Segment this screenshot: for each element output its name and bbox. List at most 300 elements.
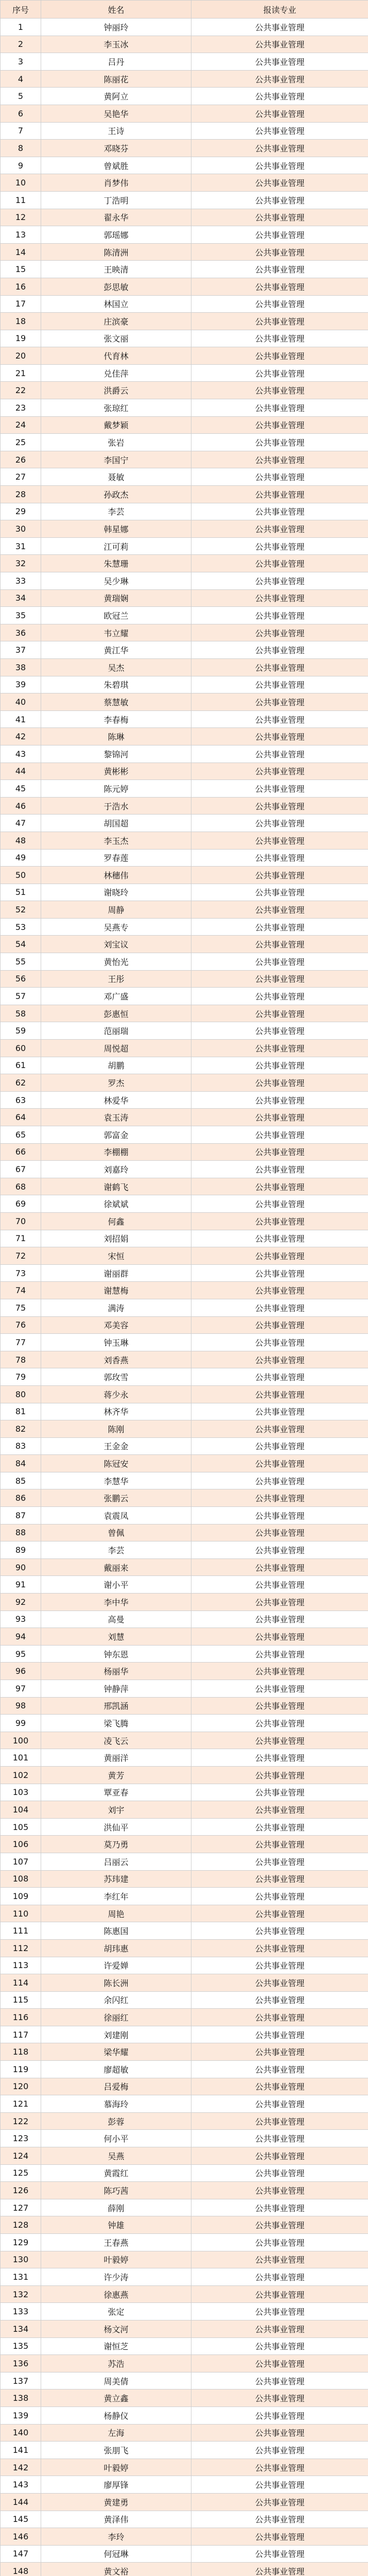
table-row xyxy=(1,537,368,555)
row-major: 公共事业管理 xyxy=(191,226,368,244)
row-major: 公共事业管理 xyxy=(191,486,368,503)
row-major: 公共事业管理 xyxy=(191,1005,368,1022)
row-name: 黄阿立 xyxy=(41,88,191,105)
table-row xyxy=(1,1524,368,1541)
row-major: 公共事业管理 xyxy=(191,36,368,53)
row-index: 111 xyxy=(1,1922,41,1940)
row-name: 谢丽群 xyxy=(41,1264,191,1282)
table-row xyxy=(1,399,368,417)
row-major: 公共事业管理 xyxy=(191,1455,368,1472)
row-name: 莫乃勇 xyxy=(41,1836,191,1853)
row-name: 彭惠恒 xyxy=(41,1005,191,1022)
table-row xyxy=(1,1489,368,1507)
row-index: 32 xyxy=(1,555,41,572)
row-name: 邓晓芬 xyxy=(41,140,191,157)
row-major: 公共事业管理 xyxy=(191,988,368,1005)
row-name: 刘宇 xyxy=(41,1801,191,1819)
row-name: 杨丽华 xyxy=(41,1663,191,1680)
row-name: 陈惠国 xyxy=(41,1922,191,1940)
row-name: 范丽瑞 xyxy=(41,1022,191,1040)
row-name: 张岩 xyxy=(41,434,191,451)
row-name: 陈清洲 xyxy=(41,243,191,261)
row-major: 公共事业管理 xyxy=(191,2337,368,2355)
row-name: 李国宁 xyxy=(41,451,191,468)
row-major: 公共事业管理 xyxy=(191,607,368,624)
table-row xyxy=(1,1922,368,1940)
row-name: 慕海玲 xyxy=(41,2095,191,2113)
table-row xyxy=(1,1507,368,1524)
row-index: 147 xyxy=(1,2545,41,2563)
row-name: 王映清 xyxy=(41,261,191,278)
row-index: 104 xyxy=(1,1801,41,1819)
row-index: 66 xyxy=(1,1143,41,1161)
row-name: 袁震凤 xyxy=(41,1507,191,1524)
row-major: 公共事业管理 xyxy=(191,1628,368,1646)
row-name: 黄霞红 xyxy=(41,2164,191,2182)
row-index: 121 xyxy=(1,2095,41,2113)
table-row xyxy=(1,1766,368,1784)
table-row xyxy=(1,278,368,295)
table-row xyxy=(1,2130,368,2147)
table-row xyxy=(1,1403,368,1420)
row-major: 公共事业管理 xyxy=(191,624,368,641)
table-row xyxy=(1,157,368,174)
row-index: 22 xyxy=(1,382,41,399)
row-index: 103 xyxy=(1,1784,41,1801)
table-row xyxy=(1,797,368,815)
row-name: 黄怡光 xyxy=(41,953,191,971)
row-index: 54 xyxy=(1,936,41,953)
row-index: 37 xyxy=(1,641,41,659)
row-index: 64 xyxy=(1,1109,41,1126)
row-index: 4 xyxy=(1,70,41,88)
row-index: 61 xyxy=(1,1057,41,1074)
row-major: 公共事业管理 xyxy=(191,364,368,382)
row-index: 100 xyxy=(1,1732,41,1749)
row-major: 公共事业管理 xyxy=(191,88,368,105)
row-major: 公共事业管理 xyxy=(191,2095,368,2113)
table-row xyxy=(1,745,368,762)
table-row xyxy=(1,1594,368,1611)
table-row xyxy=(1,1247,368,1265)
row-major: 公共事业管理 xyxy=(191,1489,368,1507)
table-row xyxy=(1,1057,368,1074)
row-major: 公共事业管理 xyxy=(191,347,368,365)
row-index: 110 xyxy=(1,1905,41,1922)
row-index: 1 xyxy=(1,19,41,36)
row-index: 95 xyxy=(1,1645,41,1663)
row-major: 公共事业管理 xyxy=(191,2355,368,2372)
row-index: 42 xyxy=(1,728,41,745)
table-row xyxy=(1,884,368,901)
row-name: 黄建勇 xyxy=(41,2493,191,2511)
table-row xyxy=(1,1385,368,1403)
table-row xyxy=(1,2389,368,2407)
table-row xyxy=(1,1784,368,1801)
table-row xyxy=(1,2285,368,2303)
table-row xyxy=(1,70,368,88)
row-name: 黄瑞娴 xyxy=(41,589,191,607)
row-major: 公共事业管理 xyxy=(191,1040,368,1057)
row-index: 51 xyxy=(1,884,41,901)
row-name: 曾斌胜 xyxy=(41,157,191,174)
row-major: 公共事业管理 xyxy=(191,1594,368,1611)
table-row xyxy=(1,1299,368,1316)
table-row xyxy=(1,762,368,780)
table-body xyxy=(1,19,368,2576)
row-index: 109 xyxy=(1,1888,41,1905)
row-major: 公共事业管理 xyxy=(191,867,368,884)
row-name: 陈琳 xyxy=(41,728,191,745)
row-name: 戴梦颖 xyxy=(41,416,191,434)
row-name: 李棚棚 xyxy=(41,1143,191,1161)
row-major: 公共事业管理 xyxy=(191,970,368,988)
row-name: 吕丽云 xyxy=(41,1853,191,1870)
row-major: 公共事业管理 xyxy=(191,1991,368,2009)
table-row xyxy=(1,2216,368,2234)
table-row xyxy=(1,2078,368,2095)
table-row xyxy=(1,2268,368,2286)
row-name: 钟静萍 xyxy=(41,1680,191,1698)
row-index: 49 xyxy=(1,849,41,867)
row-major: 公共事业管理 xyxy=(191,1420,368,1438)
row-major: 公共事业管理 xyxy=(191,1126,368,1144)
row-major: 公共事业管理 xyxy=(191,1143,368,1161)
table-row xyxy=(1,2406,368,2424)
table-row xyxy=(1,1818,368,1836)
row-index: 131 xyxy=(1,2268,41,2286)
row-name: 翟永华 xyxy=(41,209,191,226)
row-index: 145 xyxy=(1,2511,41,2528)
row-major: 公共事业管理 xyxy=(191,2078,368,2095)
row-name: 吴杰 xyxy=(41,658,191,676)
table-row xyxy=(1,1143,368,1161)
row-major: 公共事业管理 xyxy=(191,2164,368,2182)
row-major: 公共事业管理 xyxy=(191,555,368,572)
row-major: 公共事业管理 xyxy=(191,1057,368,1074)
row-index: 117 xyxy=(1,2026,41,2043)
row-major: 公共事业管理 xyxy=(191,641,368,659)
row-index: 118 xyxy=(1,2043,41,2061)
row-name: 吴燕 xyxy=(41,2147,191,2165)
table-row xyxy=(1,1732,368,1749)
row-index: 34 xyxy=(1,589,41,607)
row-index: 39 xyxy=(1,676,41,693)
row-name: 黎锦河 xyxy=(41,745,191,762)
row-name: 戴丽来 xyxy=(41,1558,191,1576)
table-row xyxy=(1,434,368,451)
header-major: 报读专业 xyxy=(191,1,368,19)
row-major: 公共事业管理 xyxy=(191,901,368,919)
table-row xyxy=(1,815,368,832)
row-major: 公共事业管理 xyxy=(191,2216,368,2234)
row-major: 公共事业管理 xyxy=(191,53,368,71)
row-index: 6 xyxy=(1,105,41,122)
row-index: 132 xyxy=(1,2285,41,2303)
row-major: 公共事业管理 xyxy=(191,1437,368,1455)
table-row xyxy=(1,780,368,798)
row-major: 公共事业管理 xyxy=(191,1766,368,1784)
row-index: 146 xyxy=(1,2528,41,2546)
row-major: 公共事业管理 xyxy=(191,728,368,745)
row-index: 40 xyxy=(1,693,41,711)
table-row xyxy=(1,347,368,365)
row-name: 吴燕专 xyxy=(41,918,191,936)
row-major: 公共事业管理 xyxy=(191,2442,368,2459)
row-major: 公共事业管理 xyxy=(191,1385,368,1403)
row-index: 44 xyxy=(1,762,41,780)
row-major: 公共事业管理 xyxy=(191,1715,368,1732)
table-row xyxy=(1,1264,368,1282)
row-name: 徐斌斌 xyxy=(41,1195,191,1213)
row-index: 87 xyxy=(1,1507,41,1524)
table-row xyxy=(1,1040,368,1057)
table-row xyxy=(1,1074,368,1092)
row-name: 张琼红 xyxy=(41,399,191,417)
table-row xyxy=(1,1316,368,1334)
row-major: 公共事业管理 xyxy=(191,1541,368,1559)
row-index: 43 xyxy=(1,745,41,762)
row-major: 公共事业管理 xyxy=(191,140,368,157)
row-index: 98 xyxy=(1,1697,41,1715)
table-row xyxy=(1,2442,368,2459)
header-name: 姓名 xyxy=(41,1,191,19)
table-row xyxy=(1,572,368,590)
table-row xyxy=(1,2182,368,2199)
row-name: 杨文河 xyxy=(41,2320,191,2337)
table-row xyxy=(1,1558,368,1576)
row-index: 92 xyxy=(1,1594,41,1611)
row-index: 135 xyxy=(1,2337,41,2355)
row-index: 28 xyxy=(1,486,41,503)
table-row xyxy=(1,936,368,953)
table-row xyxy=(1,122,368,140)
row-name: 吕爱梅 xyxy=(41,2078,191,2095)
table-row xyxy=(1,728,368,745)
table-row xyxy=(1,2511,368,2528)
table-row xyxy=(1,503,368,520)
row-index: 88 xyxy=(1,1524,41,1541)
row-index: 8 xyxy=(1,140,41,157)
table-row xyxy=(1,2545,368,2563)
row-index: 48 xyxy=(1,832,41,849)
row-name: 林齐华 xyxy=(41,1403,191,1420)
table-row xyxy=(1,1991,368,2009)
row-name: 谢鹤飞 xyxy=(41,1178,191,1195)
row-name: 刘招娟 xyxy=(41,1230,191,1247)
row-name: 徐丽红 xyxy=(41,2009,191,2026)
row-major: 公共事业管理 xyxy=(191,1109,368,1126)
row-major: 公共事业管理 xyxy=(191,1939,368,1957)
table-row xyxy=(1,1680,368,1698)
row-major: 公共事业管理 xyxy=(191,243,368,261)
row-index: 138 xyxy=(1,2389,41,2407)
row-name: 叶毅婷 xyxy=(41,2459,191,2476)
row-index: 128 xyxy=(1,2216,41,2234)
table-row xyxy=(1,1749,368,1767)
row-name: 郭富金 xyxy=(41,1126,191,1144)
table-row xyxy=(1,2424,368,2442)
row-name: 徐惠燕 xyxy=(41,2285,191,2303)
table-row xyxy=(1,2164,368,2182)
row-name: 兑佳萍 xyxy=(41,364,191,382)
table-header-row xyxy=(1,1,368,19)
row-major: 公共事业管理 xyxy=(191,537,368,555)
row-index: 106 xyxy=(1,1836,41,1853)
row-index: 77 xyxy=(1,1334,41,1351)
row-index: 86 xyxy=(1,1489,41,1507)
row-index: 71 xyxy=(1,1230,41,1247)
table-row xyxy=(1,918,368,936)
row-index: 59 xyxy=(1,1022,41,1040)
row-index: 84 xyxy=(1,1455,41,1472)
row-name: 吴少琳 xyxy=(41,572,191,590)
table-row xyxy=(1,1437,368,1455)
row-name: 郭玫雪 xyxy=(41,1368,191,1386)
row-name: 胡国超 xyxy=(41,815,191,832)
table-row xyxy=(1,191,368,209)
table-row xyxy=(1,1109,368,1126)
table-row xyxy=(1,105,368,122)
row-major: 公共事业管理 xyxy=(191,936,368,953)
row-major: 公共事业管理 xyxy=(191,399,368,417)
row-major: 公共事业管理 xyxy=(191,918,368,936)
row-index: 52 xyxy=(1,901,41,919)
row-name: 谢小平 xyxy=(41,1576,191,1594)
row-major: 公共事业管理 xyxy=(191,2563,368,2576)
row-index: 72 xyxy=(1,1247,41,1265)
row-index: 17 xyxy=(1,295,41,313)
table-row xyxy=(1,641,368,659)
row-major: 公共事业管理 xyxy=(191,1264,368,1282)
row-name: 陈丽花 xyxy=(41,70,191,88)
row-index: 10 xyxy=(1,174,41,192)
row-major: 公共事业管理 xyxy=(191,174,368,192)
row-name: 杨静仪 xyxy=(41,2406,191,2424)
row-major: 公共事业管理 xyxy=(191,797,368,815)
table-row xyxy=(1,589,368,607)
row-index: 53 xyxy=(1,918,41,936)
row-name: 许少涛 xyxy=(41,2268,191,2286)
table-row xyxy=(1,2528,368,2546)
row-major: 公共事业管理 xyxy=(191,745,368,762)
table-row xyxy=(1,849,368,867)
row-index: 124 xyxy=(1,2147,41,2165)
row-name: 蒋少永 xyxy=(41,1385,191,1403)
row-major: 公共事业管理 xyxy=(191,1230,368,1247)
table-row xyxy=(1,1420,368,1438)
row-name: 刘宝议 xyxy=(41,936,191,953)
row-name: 林爱华 xyxy=(41,1091,191,1109)
row-name: 钟玉琳 xyxy=(41,1334,191,1351)
table-row xyxy=(1,468,368,486)
row-major: 公共事业管理 xyxy=(191,2112,368,2130)
row-name: 李春梅 xyxy=(41,710,191,728)
row-major: 公共事业管理 xyxy=(191,330,368,347)
row-index: 85 xyxy=(1,1472,41,1489)
row-major: 公共事业管理 xyxy=(191,1853,368,1870)
row-name: 李中华 xyxy=(41,1594,191,1611)
row-name: 邓美容 xyxy=(41,1316,191,1334)
row-index: 105 xyxy=(1,1818,41,1836)
row-index: 2 xyxy=(1,36,41,53)
row-major: 公共事业管理 xyxy=(191,1282,368,1299)
row-name: 黄芳 xyxy=(41,1766,191,1784)
row-major: 公共事业管理 xyxy=(191,2528,368,2546)
row-name: 满涛 xyxy=(41,1299,191,1316)
row-major: 公共事业管理 xyxy=(191,2251,368,2268)
row-name: 张朋飞 xyxy=(41,2442,191,2459)
table-row xyxy=(1,19,368,36)
row-name: 陈巧茜 xyxy=(41,2182,191,2199)
table-row xyxy=(1,555,368,572)
row-major: 公共事业管理 xyxy=(191,693,368,711)
table-row xyxy=(1,1611,368,1628)
table-row xyxy=(1,1005,368,1022)
table-row xyxy=(1,261,368,278)
row-major: 公共事业管理 xyxy=(191,572,368,590)
table-row xyxy=(1,416,368,434)
row-name: 苏玮建 xyxy=(41,1870,191,1888)
table-row xyxy=(1,1576,368,1594)
table-row xyxy=(1,607,368,624)
row-index: 108 xyxy=(1,1870,41,1888)
row-major: 公共事业管理 xyxy=(191,122,368,140)
table-row xyxy=(1,1870,368,1888)
table-row xyxy=(1,710,368,728)
row-major: 公共事业管理 xyxy=(191,2285,368,2303)
table-row xyxy=(1,451,368,468)
row-index: 113 xyxy=(1,1957,41,1974)
table-row xyxy=(1,2459,368,2476)
table-row xyxy=(1,295,368,313)
row-name: 黄江华 xyxy=(41,641,191,659)
row-name: 蔡慧敏 xyxy=(41,693,191,711)
table-row xyxy=(1,2303,368,2320)
row-name: 洪爵云 xyxy=(41,382,191,399)
row-major: 公共事业管理 xyxy=(191,815,368,832)
row-index: 18 xyxy=(1,313,41,330)
row-index: 127 xyxy=(1,2199,41,2216)
row-name: 周美倩 xyxy=(41,2372,191,2389)
row-index: 122 xyxy=(1,2112,41,2130)
row-major: 公共事业管理 xyxy=(191,658,368,676)
row-index: 97 xyxy=(1,1680,41,1698)
table-row xyxy=(1,486,368,503)
row-name: 黄泽伟 xyxy=(41,2511,191,2528)
row-index: 21 xyxy=(1,364,41,382)
row-name: 周艳 xyxy=(41,1905,191,1922)
table-row xyxy=(1,1334,368,1351)
table-row xyxy=(1,2061,368,2078)
row-name: 丁浩明 xyxy=(41,191,191,209)
row-index: 75 xyxy=(1,1299,41,1316)
table-row xyxy=(1,1628,368,1646)
row-index: 112 xyxy=(1,1939,41,1957)
table-row xyxy=(1,2147,368,2165)
row-name: 林穗伟 xyxy=(41,867,191,884)
row-name: 韩星娜 xyxy=(41,520,191,538)
row-major: 公共事业管理 xyxy=(191,2424,368,2442)
row-major: 公共事业管理 xyxy=(191,191,368,209)
row-index: 20 xyxy=(1,347,41,365)
table-row xyxy=(1,2563,368,2576)
row-name: 李玉杰 xyxy=(41,832,191,849)
row-name: 刘嘉玲 xyxy=(41,1161,191,1178)
row-index: 78 xyxy=(1,1351,41,1368)
row-name: 廖厚锋 xyxy=(41,2476,191,2494)
row-index: 27 xyxy=(1,468,41,486)
